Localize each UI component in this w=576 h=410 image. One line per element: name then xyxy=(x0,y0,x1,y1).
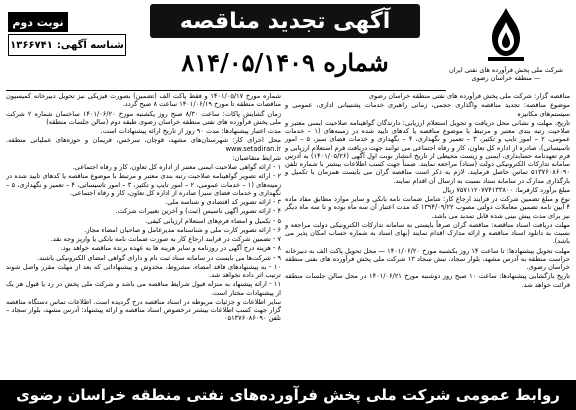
body-paragraph: مهلت دریافت اسناد مناقصه: مناقصه گران صرفاً بایستی به سامانه تدارکات الکترونیکی دولت مراجعه و نسبت به دانلود اسناد مناقصه و ارائه مدارک اقدام نمایند (بهای اسناد به شماره حساب امکان پذیر می باشد). xyxy=(285,220,570,246)
round-badge: نوبت دوم xyxy=(8,12,68,32)
oil-flame-logo-icon xyxy=(478,4,534,64)
body-paragraph: تاریخ بازگشایی پیشنهادها: ساعت ۱۰ صبح روز دوشنبه مورخ ۱۴۰۱/۰۶/۲۱ در محل سالن جلسات منطقه قرائت خواهد شد. xyxy=(285,272,570,289)
body-paragraph: ۱۱ - ارائه پیشنهاد به منزله قبول شرایط مناقصه می باشد و شرکت ملی پخش در رد یا قبول هر یک از پیشنهادات مختار است. xyxy=(6,280,281,297)
body-paragraph: سایر اطلاعات و جزئیات مربوطه در اسناد مناقصه درج گردیده است. اطلاعات تماس دستگاه مناقصه گزار جهت کسب اطلاعات بیشتر درخصوص اسناد مناقصه و ارائه پیشنهاد: آدرس مشهد، بلوار سجاد – تلفن ۰۵۱۳۷۶۰۸۶۰۹۰ xyxy=(6,297,281,323)
body-paragraph: ۴ - ارائه تصویر آگهی تاسیس (ثبت) و آخرین تغییرات شرکت. xyxy=(115,207,281,216)
notice-title: آگهی تجدید مناقصه xyxy=(150,4,420,38)
body-paragraph: مهلت تحویل پیشنهادها: تا ساعت ۱۴ روز یکشنبه مورخ ۱۴۰۱/۰۶/۲۰ — محل تحویل پاکت الف به دبیرخانه حراست منطقه به آدرس مشهد، بلوار سجاد، نبش سجاد ۱۳ شرکت ملی پخش فرآورده های نفتی منطقه خراسان رضوی. xyxy=(285,246,570,271)
body-paragraph: ۵ - تکمیل و امضاء فرم‌های استعلام ارزیابی کیفی. xyxy=(145,216,281,225)
body-paragraph: ۶ - ارائه تصویر کارت ملی و شناسنامه مدیرعامل و صاحبان امضاء مجاز. xyxy=(84,225,281,234)
body-paragraph: ۱ - ارائه گواهی صلاحیت ایمنی معتبر از اداره کل تعاون، کار و رفاه اجتماعی. xyxy=(72,163,281,171)
body-paragraph: ۳ - ارائه تصویر کد اقتصادی و شناسه ملی. xyxy=(165,198,281,206)
logo-caption: شرکت ملی پخش فرآورده های نفتی ایران — منطقه خراسان رضوی xyxy=(448,66,564,82)
notice-body xyxy=(6,92,570,366)
body-paragraph: مبلغ برآورد کارفرما: ۷۵۷۱۱۲۰۷۷۴۱۳۳۸۰۰ ریال xyxy=(442,185,570,194)
body-paragraph: مدت اعتبار پیشنهادها: مدت ۹۰ روز از تاریخ ارائه پیشنهادات است. xyxy=(100,127,281,135)
footer-banner: روابط عمومی شرکت ملی پخش فرآورده‌های نفتی منطقه خراسان رضوی xyxy=(0,380,576,410)
body-column-right xyxy=(285,92,570,366)
body-paragraph: زمان گشایش پاکات: ساعت ۸/۳۰ صبح روز یکشنبه مورخ ۱۴۰۱/۰۶/۲۰ ساختمان شماره ۲ شرکت ملی پخش فرآورده های نفتی منطقه خراسان رضوی طبقه دوم (سالن جلسات منطقه) xyxy=(6,109,281,126)
body-paragraph: ۷ - تضمین شرکت در فرایند ارجاع کار به صورت ضمانت نامه بانکی یا واریز وجه نقد. xyxy=(50,235,281,243)
notice-id-label: شناسه آگهی: xyxy=(56,39,124,51)
company-logo xyxy=(446,4,566,90)
body-paragraph: موضوع مناقصه: تجدید مناقصه واگذاری حجمی، زمانی راهبری خدمات پشتیبانی اداری، عمومی و سیستم‌های مکانیزه xyxy=(285,101,570,118)
notice-id-value: ۱۳۶۶۷۴۱ xyxy=(10,39,53,51)
body-paragraph: محل اجرای کار: شهرستان‌های مشهد، قوچان، سرخس، فریمان و حوزه‌های عملیاتی منطقه. www.setadiran.ir xyxy=(6,136,281,153)
body-paragraph: ۸ - هزینه درج آگهی در روزنامه و سایر هزینه ها به عهده برنده مناقصه خواهد بود. xyxy=(60,244,281,253)
notice-id-box xyxy=(8,34,126,56)
body-paragraph: مناقصه گزار: شرکت ملی پخش فرآورده های نفتی منطقه خراسان رضوی xyxy=(368,92,570,100)
header-divider xyxy=(6,90,446,91)
tender-number: شماره ۸۱۴/۰۵/۱۴۰۹ xyxy=(181,47,389,77)
body-paragraph: نوع و مبلغ تضمین شرکت در فرایند ارجاع کار: شامل ضمانت نامه بانکی و سایر موارد مطابق مفاد ماده ۴ آیین نامه تضمین معاملات دولتی مصوب ۱۳۹۴/۰۹/۲۲ که مدت اعتبار آن سه ماه بوده و تا سه ماه دیگر نیز برای مدت پیش بینی شده قابل تمدید می باشد. xyxy=(285,195,570,220)
body-paragraph: ۱۰ - به پیشنهادهای فاقد امضاء، مشروط، مخدوش و پیشنهاداتی که بعد از مهلت مقرر واصل شوند ترتیب اثر داده نخواهد شد. xyxy=(6,262,281,279)
body-paragraph: تاریخ، مهلت و نشانی محل دریافت و تحویل استعلام ارزیابی: دارندگان گواهینامه صلاحیت ایمنی معتبر و صلاحیت رتبه بندی معتبر و مرتبط با موضوع مناقصه یا کدهای تایید شده در زمینه‌های (۱ – خدمات عمومی، ۲ – امور تایپ و تکثیر، ۳ – تعمیر و نگهداری، ۴ – نگهداری و خدمات فضای سبز، ۵ – امور تاسیساتی)، صادره از اداره کل تعاون، کار و رفاه اجتماعی می توانند جهت دریافت فرم استعلام ارزیابی و فرم تعهدنامه حسابداری، ایمنی و زیست محیطی از تاریخ انتشار نوبت اول آگهی (۱۴۰۱/۰۵/۲۶) به آدرس سامانه تدارکات الکترونیکی دولت (ستاد) مراجعه نمایند. ضمناً جهت کسب اطلاعات بیشتر با شماره تلفن ۵۱۳۷۶۰۸۶۰۹۰ تماس حاصل فرمایند. لازم به ذکر است مناقصه گران می بایست همزمان با تکمیل و بارگذاری مدارک در سامانه ستاد نسبت به ارسال آن اقدام نمایند. xyxy=(285,118,570,185)
body-paragraph: شماره مورخ ۱۴۰۱/۰۵/۱۷ و فقط پاکت الف (تضمین) بصورت فیزیکی نیز تحویل دبیرخانه کمیسیون مناقصات منطقه تا مورخ ۱۴۰۱/۰۶/۱۹ ساعت ۸ صبح گردد. xyxy=(6,92,281,109)
body-column-left xyxy=(6,92,281,366)
body-paragraph: ۹ - شرکت‌ها می بایست در سامانه ستاد ثبت نام و دارای گواهی امضای الکترونیکی باشند. xyxy=(37,253,281,262)
body-paragraph: ۲ - ارائه تصویر گواهینامه صلاحیت رتبه بندی معتبر و مرتبط با موضوع مناقصه یا کدهای تایید شده در زمینه‌های (۱ – خدمات عمومی، ۲ – امور تایپ و تکثیر، ۳ – امور تاسیساتی، ۴ – تعمیر و نگهداری، ۵ – نگهداری و خدمات فضای سبز) صادره از اداره کل تعاون، کار و رفاه اجتماعی. xyxy=(6,172,282,197)
body-paragraph: شرایط متقاضیان: xyxy=(232,153,281,162)
